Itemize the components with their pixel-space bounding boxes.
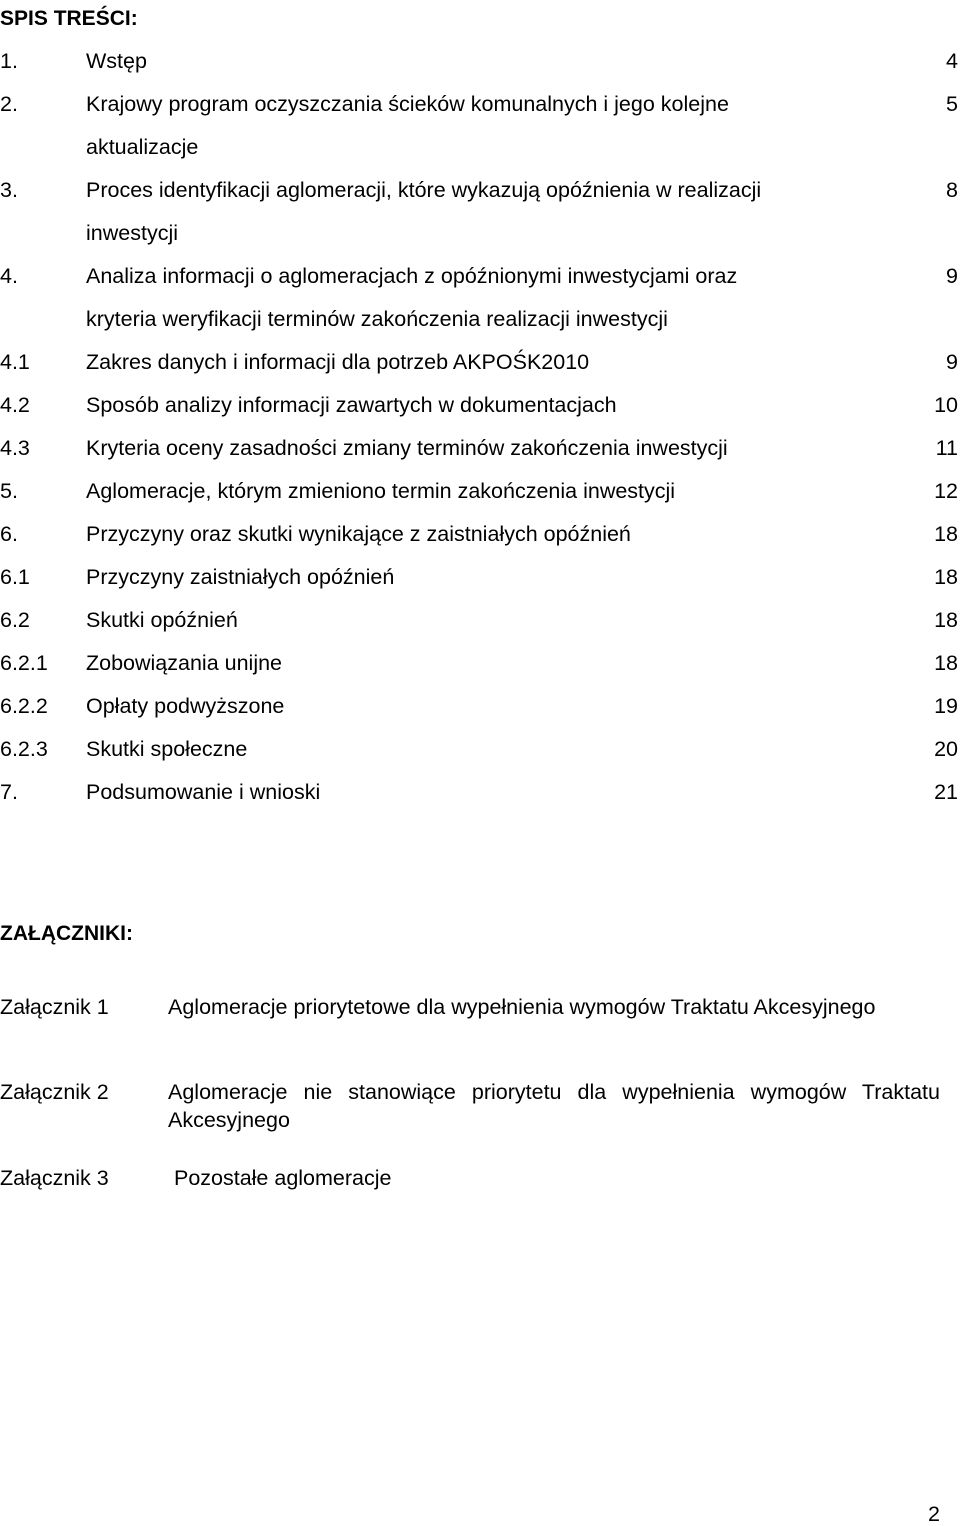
toc-entry-number: 4.2 xyxy=(0,393,30,417)
toc-entry-page: 20 xyxy=(934,737,958,761)
toc-entry-number: 4. xyxy=(0,264,18,288)
attachment-number: Załącznik 1 xyxy=(0,995,109,1019)
toc-entry-continuation xyxy=(0,133,960,161)
toc-entry-label: kryteria weryfikacji terminów zakończenia realizacji inwestycji xyxy=(86,307,668,331)
toc-entry-number: 4.3 xyxy=(0,436,30,460)
toc-entry-page: 18 xyxy=(934,522,958,546)
toc-entry-label: Krajowy program oczyszczania ścieków komunalnych i jego kolejne xyxy=(86,92,729,116)
attachment-number: Załącznik 3 xyxy=(0,1166,109,1190)
toc-entry xyxy=(0,735,960,763)
page-number: 2 xyxy=(928,1502,940,1526)
toc-entry-label: Zakres danych i informacji dla potrzeb AKPOŚK2010 xyxy=(86,350,590,374)
toc-entry-number: 7. xyxy=(0,780,18,804)
toc-entry-number: 3. xyxy=(0,178,18,202)
toc-entry-label: aktualizacje xyxy=(86,135,199,159)
attachment-description: Aglomeracje priorytetowe dla wypełnienia wymogów Traktatu Akcesyjnego xyxy=(168,995,876,1019)
toc-entry-label: Przyczyny zaistniałych opóźnień xyxy=(86,565,395,589)
toc-entry-label: Analiza informacji o aglomeracjach z opóźnionymi inwestycjami oraz xyxy=(86,264,738,288)
toc-entry xyxy=(0,563,960,591)
toc-entry-page: 8 xyxy=(946,178,958,202)
toc-title: SPIS TREŚCI: xyxy=(0,7,138,30)
toc-entry-number: 6.1 xyxy=(0,565,30,589)
toc-entry xyxy=(0,434,960,462)
toc-entry-page: 9 xyxy=(946,350,958,374)
toc-entry-continuation xyxy=(0,305,960,333)
toc-entry-number: 5. xyxy=(0,479,18,503)
toc-entry xyxy=(0,391,960,419)
toc-entry xyxy=(0,692,960,720)
toc-entry-number: 6.2.1 xyxy=(0,651,48,675)
toc-entry xyxy=(0,90,960,118)
toc-entry xyxy=(0,649,960,677)
toc-entry xyxy=(0,176,960,204)
toc-entry-label: Skutki opóźnień xyxy=(86,608,238,632)
toc-entry-page: 9 xyxy=(946,264,958,288)
toc-entry-number: 6.2.2 xyxy=(0,694,48,718)
attachments-title: ZAŁĄCZNIKI: xyxy=(0,922,133,945)
toc-entry xyxy=(0,606,960,634)
toc-entry-page: 12 xyxy=(934,479,958,503)
toc-entry xyxy=(0,47,960,75)
toc-entry-label: Proces identyfikacji aglomeracji, które wykazują opóźnienia w realizacji xyxy=(86,178,762,202)
toc-entry-page: 4 xyxy=(946,49,958,73)
attachment-number: Załącznik 2 xyxy=(0,1080,109,1104)
toc-entry-number: 4.1 xyxy=(0,350,30,374)
toc-entry xyxy=(0,477,960,505)
toc-entry-label: Sposób analizy informacji zawartych w dokumentacjach xyxy=(86,393,617,417)
toc-entry-number: 6.2 xyxy=(0,608,30,632)
toc-entry-page: 21 xyxy=(934,780,958,804)
toc-entry-page: 5 xyxy=(946,92,958,116)
toc-entry-label: Kryteria oceny zasadności zmiany terminów zakończenia inwestycji xyxy=(86,436,728,460)
toc-entry-label: Podsumowanie i wnioski xyxy=(86,780,321,804)
toc-entry xyxy=(0,348,960,376)
toc-entry-label: Opłaty podwyższone xyxy=(86,694,285,718)
toc-entry-label: Przyczyny oraz skutki wynikające z zaistniałych opóźnień xyxy=(86,522,631,546)
toc-entry-label: Skutki społeczne xyxy=(86,737,248,761)
toc-entry-label: inwestycji xyxy=(86,221,178,245)
toc-entry-continuation xyxy=(0,219,960,247)
toc-entry-page: 11 xyxy=(935,436,958,460)
toc-entry xyxy=(0,520,960,548)
toc-entry xyxy=(0,778,960,806)
toc-entry-number: 6. xyxy=(0,522,18,546)
toc-entry-number: 6.2.3 xyxy=(0,737,48,761)
toc-entry-page: 18 xyxy=(934,608,958,632)
toc-entry-number: 1. xyxy=(0,49,18,73)
toc-entry-label: Wstęp xyxy=(86,49,147,73)
toc-entry xyxy=(0,262,960,290)
attachment-description: Pozostałe aglomeracje xyxy=(168,1166,392,1190)
toc-entry-label: Zobowiązania unijne xyxy=(86,651,283,675)
toc-entry-page: 19 xyxy=(934,694,958,718)
toc-entry-number: 2. xyxy=(0,92,18,116)
toc-entry-page: 18 xyxy=(934,651,958,675)
toc-entry-page: 18 xyxy=(934,565,958,589)
attachment-description: Aglomeracje nie stanowiące priorytetu dla wypełnienia wymogów Traktatu Akcesyjnego xyxy=(168,1080,940,1132)
toc-entry-label: Aglomeracje, którym zmieniono termin zakończenia inwestycji xyxy=(86,479,676,503)
toc-entry-page: 10 xyxy=(934,393,958,417)
